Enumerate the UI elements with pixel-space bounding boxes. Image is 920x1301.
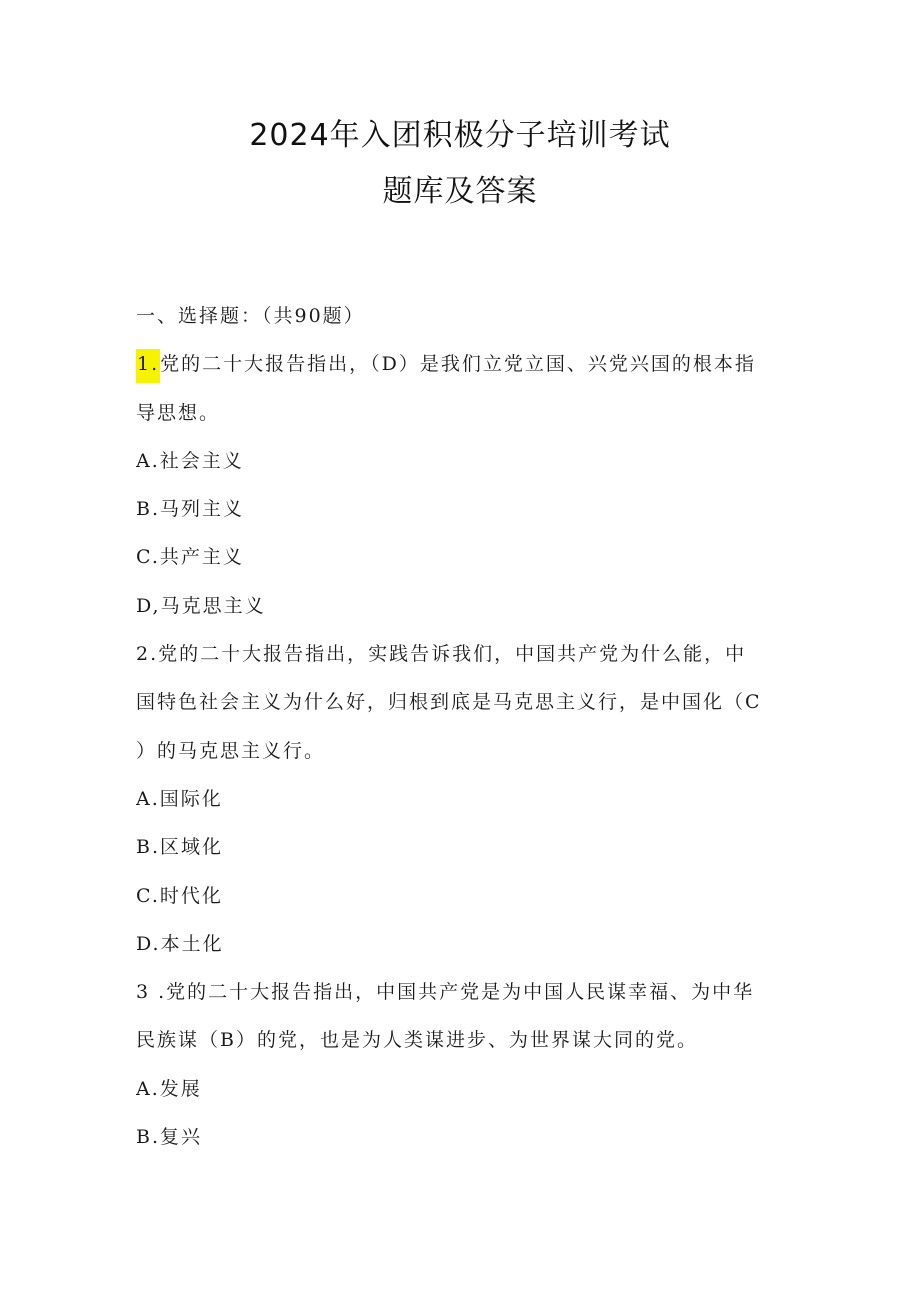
- question-3-line-2: 民族谋（B）的党，也是为人类谋进步、为世界谋大同的党。: [136, 1029, 698, 1052]
- question-1-option-b: B.马列主义: [136, 498, 245, 521]
- question-1: [136, 340, 786, 630]
- question-2-option-b: B.区域化: [136, 836, 224, 859]
- question-2-line-2: 国特色社会主义为什么好，归根到底是马克思主义行，是中国化（C: [136, 691, 762, 714]
- question-2-option-a: A.国际化: [136, 787, 223, 810]
- document-body: [136, 292, 786, 1161]
- question-3-option-a: A.发展: [136, 1077, 202, 1100]
- highlighted-question-number: 1.: [136, 349, 160, 383]
- question-1-line-1: [136, 340, 786, 388]
- question-3-line-1: 3 .党的二十大报告指出，中国共产党是为中国人民谋幸福、为中华: [136, 981, 755, 1004]
- title-line-2: 题库及答案: [382, 174, 538, 209]
- question-1-option-d: D,马克思主义: [136, 594, 266, 617]
- question-3-option-b: B.复兴: [136, 1126, 203, 1149]
- title-line-1: 2024年入团积极分子培训考试: [249, 118, 671, 153]
- question-2-line-1: 2.党的二十大报告指出，实践告诉我们，中国共产党为什么能，中: [136, 643, 747, 666]
- question-2: [136, 630, 786, 968]
- question-2-option-c: C.时代化: [136, 884, 223, 907]
- question-3: [136, 968, 786, 1161]
- section-heading: 一、选择题：（共90题）: [136, 305, 365, 327]
- question-2-option-d: D.本土化: [136, 932, 224, 955]
- question-1-option-a: A.社会主义: [136, 449, 244, 472]
- question-1-option-c: C.共产主义: [136, 546, 244, 569]
- question-1-text: 党的二十大报告指出，（D）是我们立党立国、兴党兴国的根本指: [160, 353, 756, 376]
- document-title: [0, 108, 920, 220]
- question-1-line-2: 导思想。: [136, 401, 221, 424]
- question-2-line-3: ）的马克思主义行。: [136, 739, 326, 762]
